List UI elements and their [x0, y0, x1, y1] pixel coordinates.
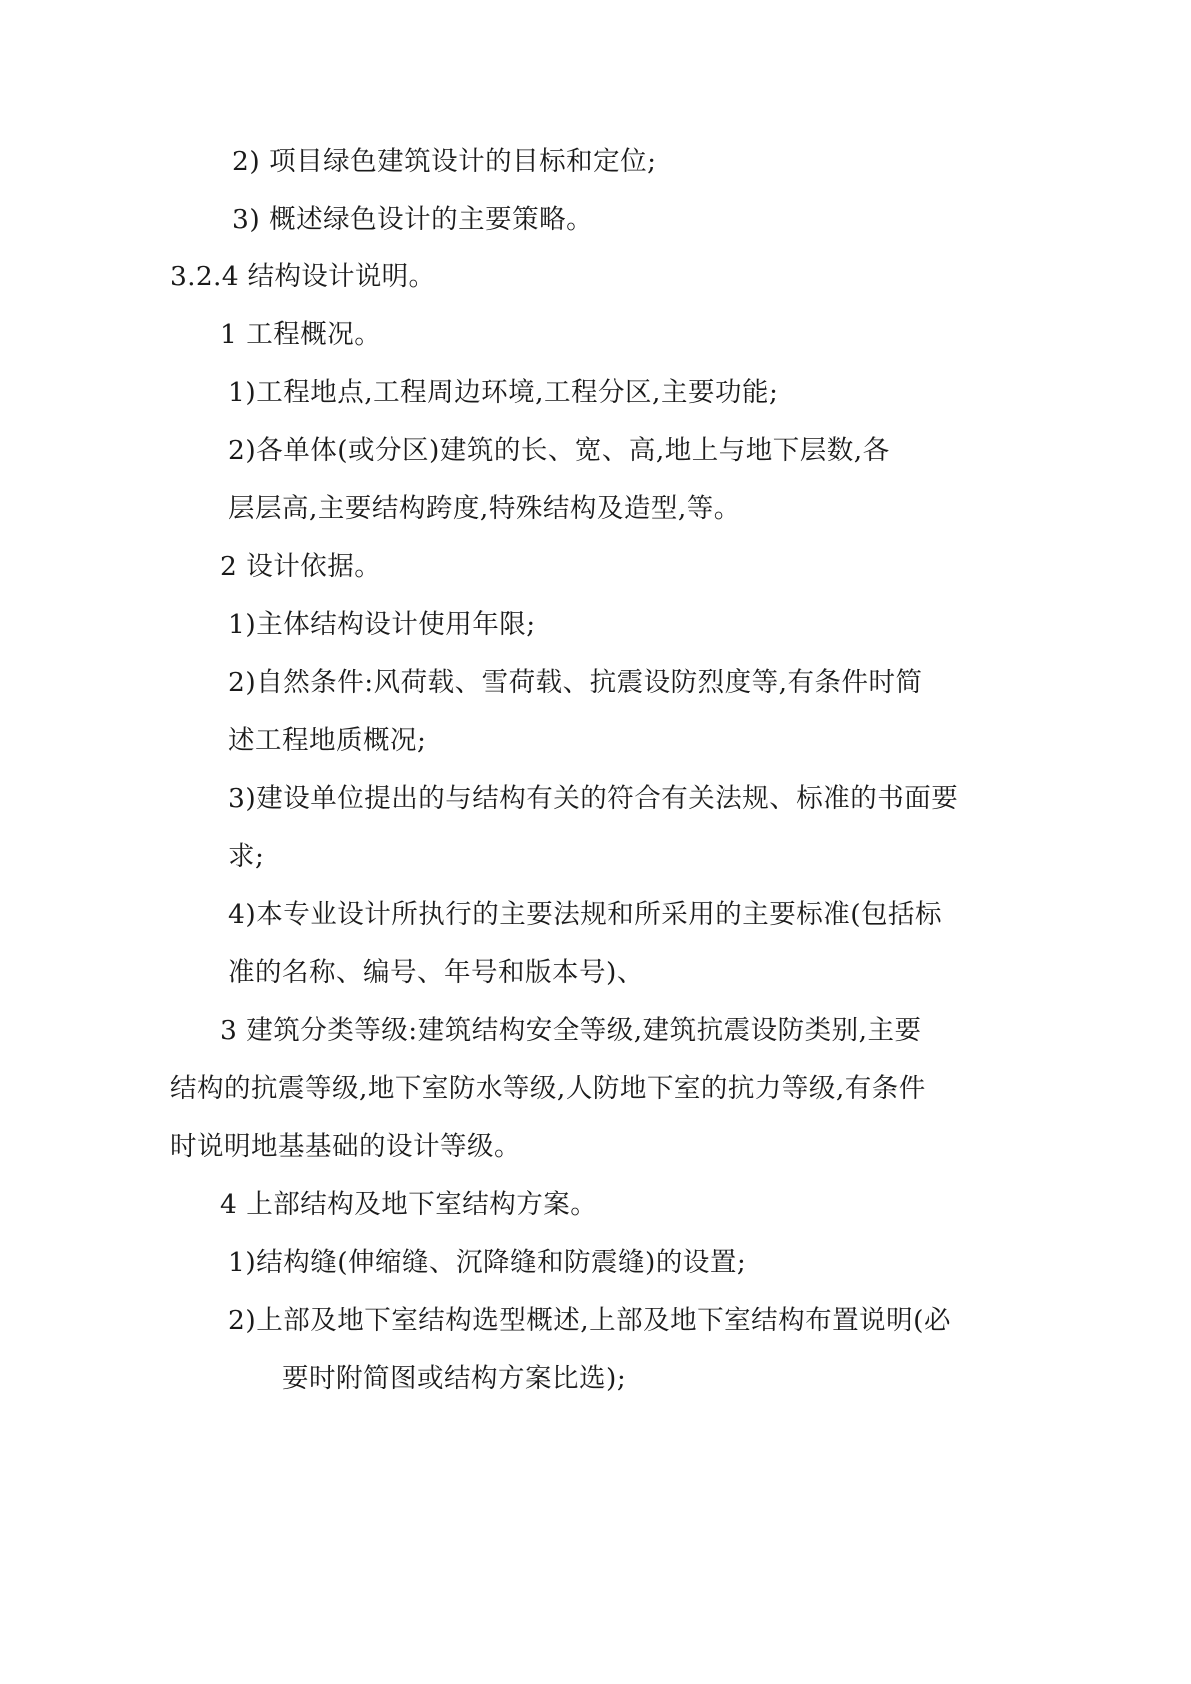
section-heading-3-2-4: 3.2.4 结构设计说明。	[170, 261, 436, 292]
list-item-owner-requirements: 3)建设单位提出的与结构有关的符合有关法规、标准的书面要	[228, 783, 959, 814]
list-item-building-dimensions-cont: 层层高,主要结构跨度,特殊结构及造型,等。	[228, 493, 741, 524]
paragraph-classification-grade-cont1: 结构的抗震等级,地下室防水等级,人防地下室的抗力等级,有条件	[170, 1073, 926, 1104]
list-item-structure-selection-cont: 要时附简图或结构方案比选);	[282, 1363, 627, 1394]
list-item-service-life: 1)主体结构设计使用年限;	[228, 609, 536, 640]
paragraph-classification-grade: 3 建筑分类等级:建筑结构安全等级,建筑抗震设防类别,主要	[220, 1015, 922, 1046]
list-item-project-location: 1)工程地点,工程周边环境,工程分区,主要功能;	[228, 377, 779, 408]
list-item-building-dimensions: 2)各单体(或分区)建筑的长、宽、高,地上与地下层数,各	[228, 435, 890, 466]
list-item-standards-cont: 准的名称、编号、年号和版本号)、	[228, 957, 644, 988]
subheading-project-overview: 1 工程概况。	[220, 319, 382, 350]
list-item-green-design-goal: 2) 项目绿色建筑设计的目标和定位;	[232, 146, 657, 177]
list-item-natural-conditions-cont: 述工程地质概况;	[228, 725, 427, 756]
subheading-design-basis: 2 设计依据。	[220, 551, 382, 582]
list-item-green-design-strategy: 3) 概述绿色设计的主要策略。	[232, 204, 594, 235]
paragraph-classification-grade-cont2: 时说明地基基础的设计等级。	[170, 1131, 521, 1162]
list-item-structural-joints: 1)结构缝(伸缩缝、沉降缝和防震缝)的设置;	[228, 1247, 747, 1278]
list-item-structure-selection: 2)上部及地下室结构选型概述,上部及地下室结构布置说明(必	[228, 1305, 951, 1336]
list-item-owner-requirements-cont: 求;	[228, 841, 265, 872]
list-item-standards: 4)本专业设计所执行的主要法规和所采用的主要标准(包括标	[228, 899, 943, 930]
subheading-structure-scheme: 4 上部结构及地下室结构方案。	[220, 1189, 598, 1220]
list-item-natural-conditions: 2)自然条件:风荷载、雪荷载、抗震设防烈度等,有条件时简	[228, 667, 923, 698]
